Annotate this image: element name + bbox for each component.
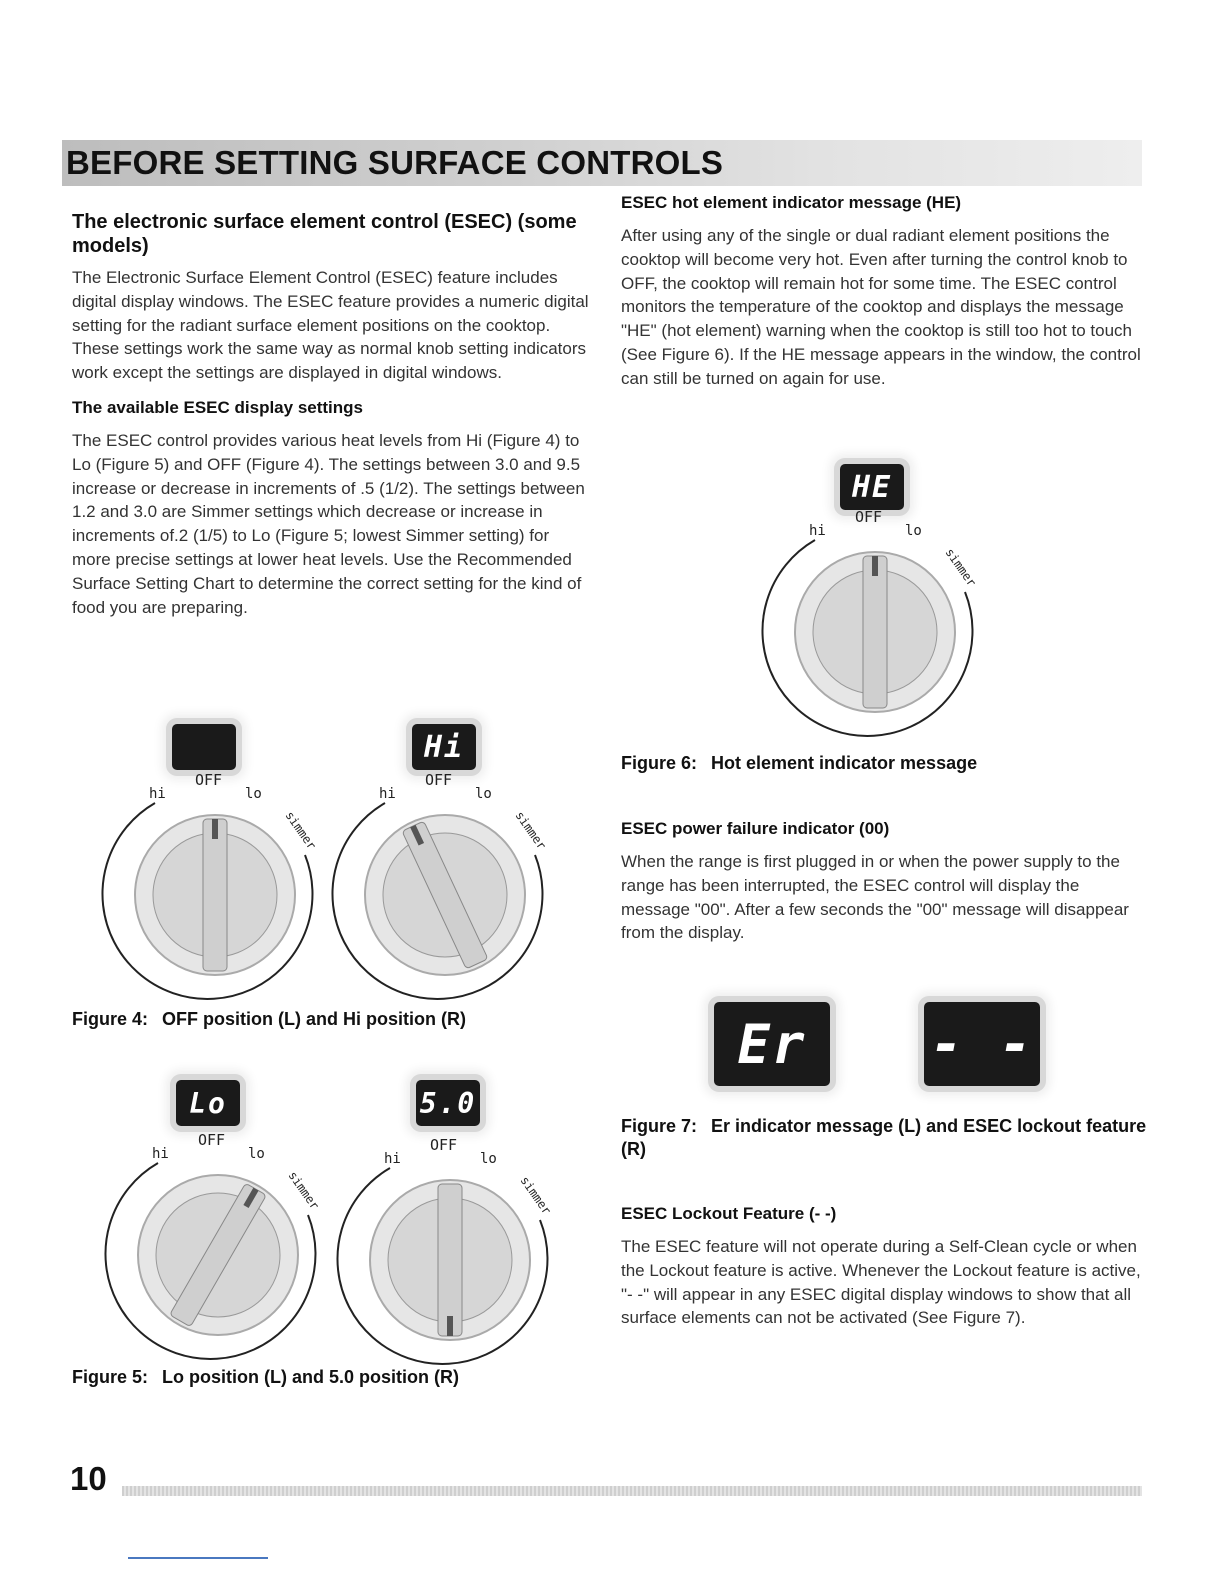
knob-label-lo: lo: [480, 1151, 497, 1167]
figure-5: [100, 1070, 560, 1365]
display-settings-heading: The available ESEC display settings: [72, 397, 363, 417]
knob-label-hi: hi: [384, 1151, 401, 1167]
knob-label-off: OFF: [195, 771, 223, 789]
knob-label-hi: hi: [809, 523, 826, 539]
section-title: BEFORE SETTING SURFACE CONTROLS: [66, 144, 724, 181]
page-number: 10: [70, 1460, 107, 1497]
knob-label-hi: hi: [379, 786, 396, 802]
lockout-paragraph: The ESEC feature will not operate during a Self-Clean cycle or when the Lockout feature is active. Whenever the Lockout feature is active, "- -" will appear in any ESEC digital display windows to show that all surface elements can not be activated (See Figure 7).: [621, 1237, 1141, 1328]
hot-element-heading: ESEC hot element indicator message (HE): [621, 193, 962, 212]
power-failure-heading: ESEC power failure indicator (00): [621, 819, 890, 838]
knob-label-off: OFF: [425, 771, 453, 789]
knob-lo-position: [100, 1070, 560, 1365]
knob-grip: [863, 556, 887, 708]
footer-rule: [122, 1486, 1142, 1496]
lockout-heading: ESEC Lockout Feature (- -): [621, 1204, 837, 1223]
knob-label-simmer: simmer: [282, 808, 319, 853]
knob-label-lo: lo: [905, 523, 922, 539]
power-failure-paragraph: When the range is first plugged in or when the power supply to the range has been interrupted, the ESEC control will display the message "00". After a few seconds the "00" message will disappear from the display.: [621, 852, 1129, 943]
figure-6: [760, 452, 1000, 742]
esec-intro-paragraph: The Electronic Surface Element Control (ESEC) feature includes digital display windows. The ESEC feature provides a numeric digital setting for the radiant surface element positions on the cooktop. These settings work the same way as normal knob setting indicators work except the settings are displayed in digital windows.: [72, 268, 589, 383]
lockout-section: [621, 1203, 1151, 1342]
knob-off-position: [100, 710, 560, 1000]
right-column: [621, 192, 1151, 403]
knob-pointer: [872, 556, 878, 576]
knob-label-simmer: simmer: [942, 545, 979, 590]
knob-he: [760, 452, 1000, 742]
figure-7-caption: Figure 7: Er indicator message (L) and ESEC lockout feature (R): [621, 1116, 1147, 1159]
knob-grip: [438, 1184, 462, 1336]
display-text-hi: Hi: [423, 729, 465, 765]
section-banner: [62, 140, 1142, 186]
knob-label-simmer: simmer: [517, 1173, 554, 1218]
display-text-lo: Lo: [189, 1086, 227, 1120]
knob-label-hi: hi: [152, 1146, 169, 1162]
figure-4-caption: Figure 4: OFF position (L) and Hi position (R): [72, 1009, 466, 1029]
bottom-divider: [128, 1557, 268, 1559]
knob-label-lo: lo: [248, 1146, 265, 1162]
figure-5-caption: Figure 5: Lo position (L) and 5.0 position (R): [72, 1367, 459, 1387]
knob-label-lo: lo: [245, 786, 262, 802]
knob-label-off: OFF: [430, 1136, 458, 1154]
knob-grip: [203, 819, 227, 971]
display-settings-paragraph: The ESEC control provides various heat levels from Hi (Figure 4) to Lo (Figure 5) and OFF (Figure 4). The settings between 3.0 and 9.5 increase or decrease in increments of .5 (1/2). The settings between 1.2 and 3.0 are Simmer settings which decrease or increase in increments of.2 (1/5) to Lo (Figure 5; lowest Simmer setting) for more precise settings at lower heat levels. Use the Recommended Surface Setting Chart to determine the correct setting for the kind of food you are preparing.: [72, 430, 585, 617]
knob-label-simmer: simmer: [512, 808, 549, 853]
esec-heading: The electronic surface element control (ESEC) (some models): [72, 211, 577, 257]
display-text-5-0: 5.0: [419, 1086, 477, 1120]
left-column: [72, 210, 592, 631]
display-text-he: HE: [851, 469, 893, 505]
knob-label-hi: hi: [149, 786, 166, 802]
display-text-lockout: - -: [930, 1012, 1034, 1076]
esec-display-lockout: [924, 1002, 1040, 1086]
knob-label-off: OFF: [198, 1131, 226, 1149]
figure-6-caption: Figure 6: Hot element indicator message: [621, 753, 978, 773]
display-text-er: Er: [737, 1012, 807, 1076]
knob-pointer: [447, 1316, 453, 1336]
knob-label-simmer: simmer: [285, 1168, 322, 1213]
power-failure-section: [621, 818, 1151, 957]
hot-element-paragraph: After using any of the single or dual radiant element positions the cooktop will become very hot. Even after turning the control knob to OFF, the cooktop will remain hot for some time. The ESEC control monitors the temperature of the cooktop and displays the message "HE" (hot element) warning when the cooktop is still too hot to touch (See Figure 6). If the HE message appears in the window, the control can still be turned on again for use.: [621, 226, 1141, 388]
figure-4: [100, 710, 560, 1000]
esec-display-er: [714, 1002, 830, 1086]
knob-label-lo: lo: [475, 786, 492, 802]
knob-pointer: [212, 819, 218, 839]
knob-label-off: OFF: [855, 508, 883, 526]
